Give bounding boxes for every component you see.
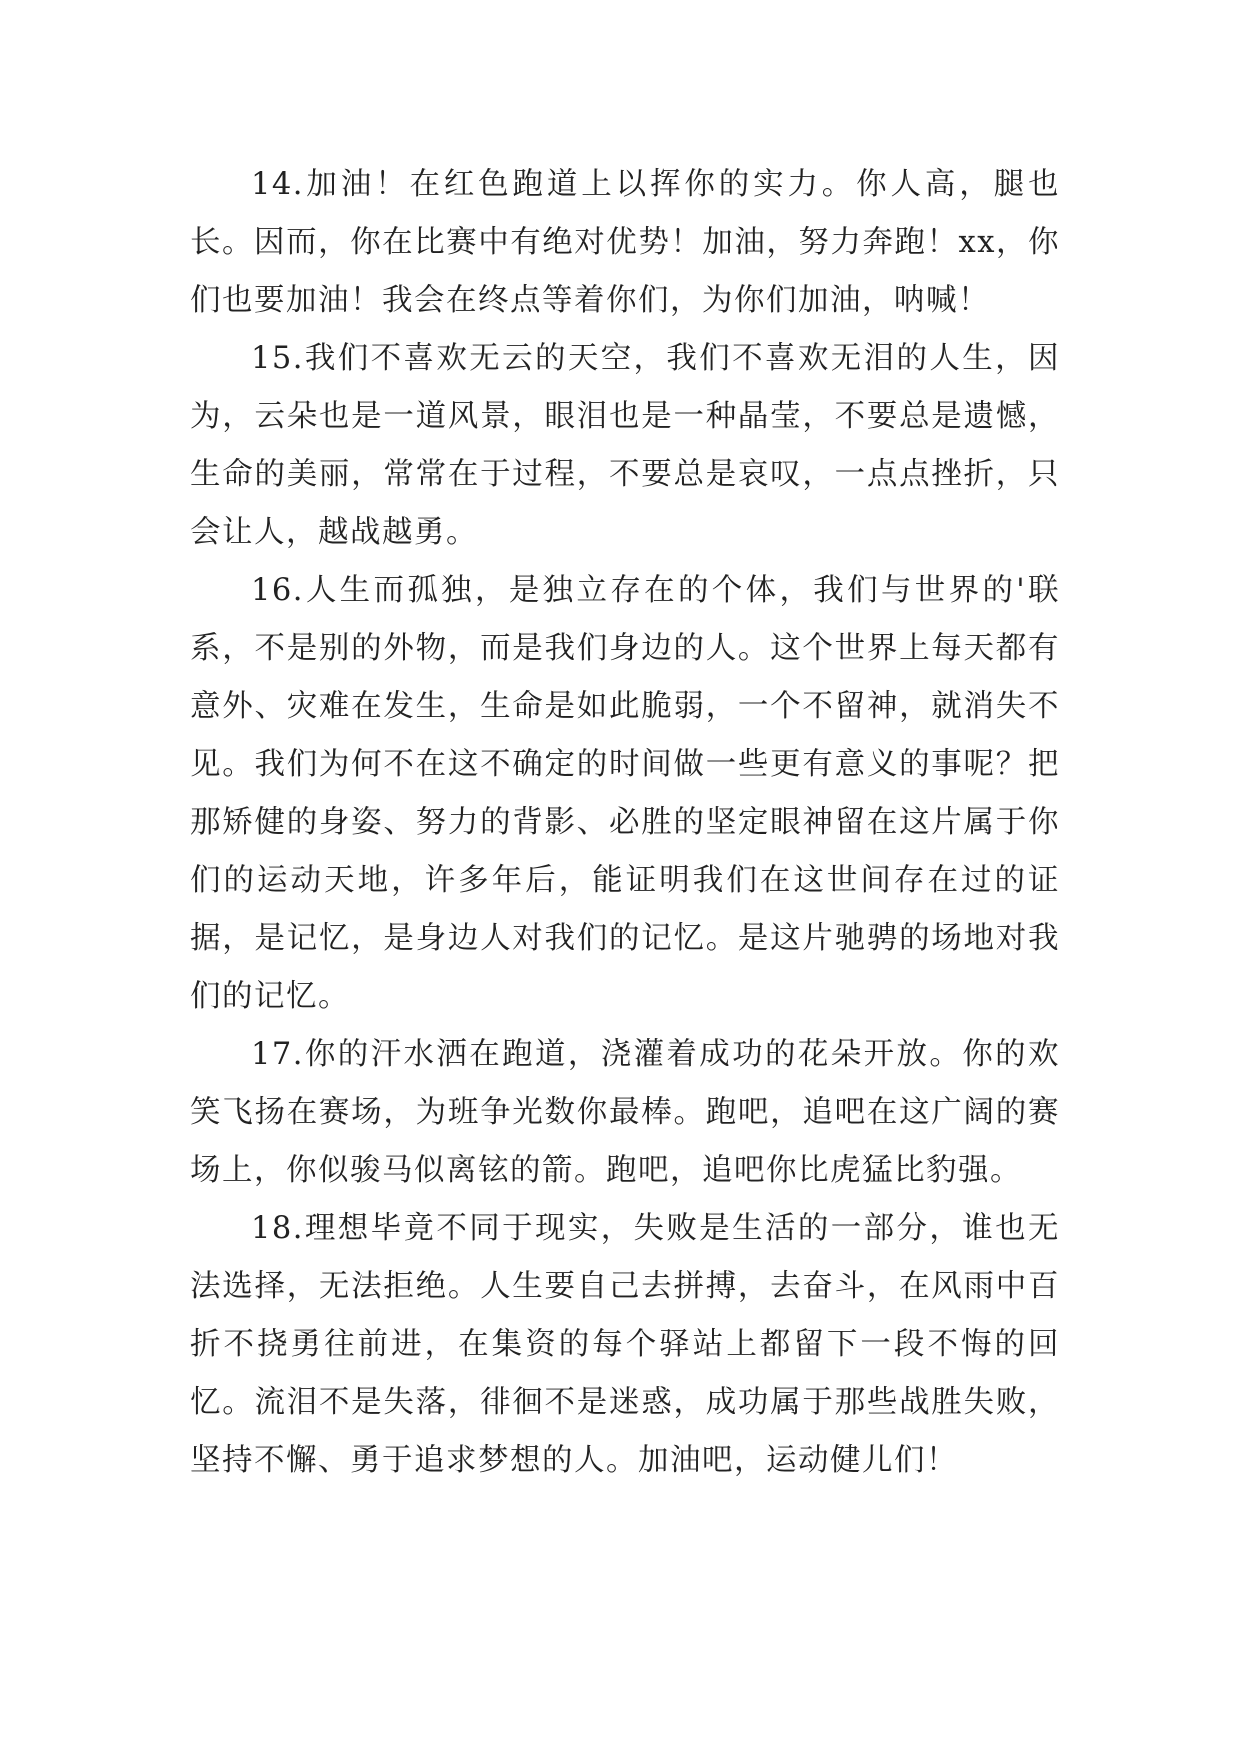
paragraph-15: 15.我们不喜欢无云的天空，我们不喜欢无泪的人生，因为，云朵也是一道风景，眼泪也是一种晶莹，不要总是遗憾，生命的美丽，常常在于过程，不要总是哀叹，一点点挫折，只会让人，越战越勇。	[190, 341, 1060, 550]
paragraph-17: 17.你的汗水洒在跑道，浇灌着成功的花朵开放。你的欢笑飞扬在赛场，为班争光数你最棒。跑吧，追吧在这广阔的赛场上，你似骏马似离铉的箭。跑吧，追吧你比虎猛比豹强。	[190, 1037, 1060, 1188]
paragraph-14: 14.加油！在红色跑道上以挥你的实力。你人高，腿也长。因而，你在比赛中有绝对优势！加油，努力奔跑！xx，你们也要加油！我会在终点等着你们，为你们加油，呐喊！	[190, 167, 1060, 318]
document-body	[190, 156, 1060, 1490]
paragraph-18: 18.理想毕竟不同于现实，失败是生活的一部分，谁也无法选择，无法拒绝。人生要自己去拼搏，去奋斗，在风雨中百折不挠勇往前进，在集资的每个驿站上都留下一段不悔的回忆。流泪不是失落，徘徊不是迷惑，成功属于那些战胜失败，坚持不懈、勇于追求梦想的人。加油吧，运动健儿们！	[190, 1211, 1060, 1478]
paragraph-16: 16.人生而孤独，是独立存在的个体，我们与世界的'联系，不是别的外物，而是我们身边的人。这个世界上每天都有意外、灾难在发生，生命是如此脆弱，一个不留神，就消失不见。我们为何不在这不确定的时间做一些更有意义的事呢？把那矫健的身姿、努力的背影、必胜的坚定眼神留在这片属于你们的运动天地，许多年后，能证明我们在这世间存在过的证据，是记忆，是身边人对我们的记忆。是这片驰骋的场地对我们的记忆。	[190, 573, 1060, 1014]
